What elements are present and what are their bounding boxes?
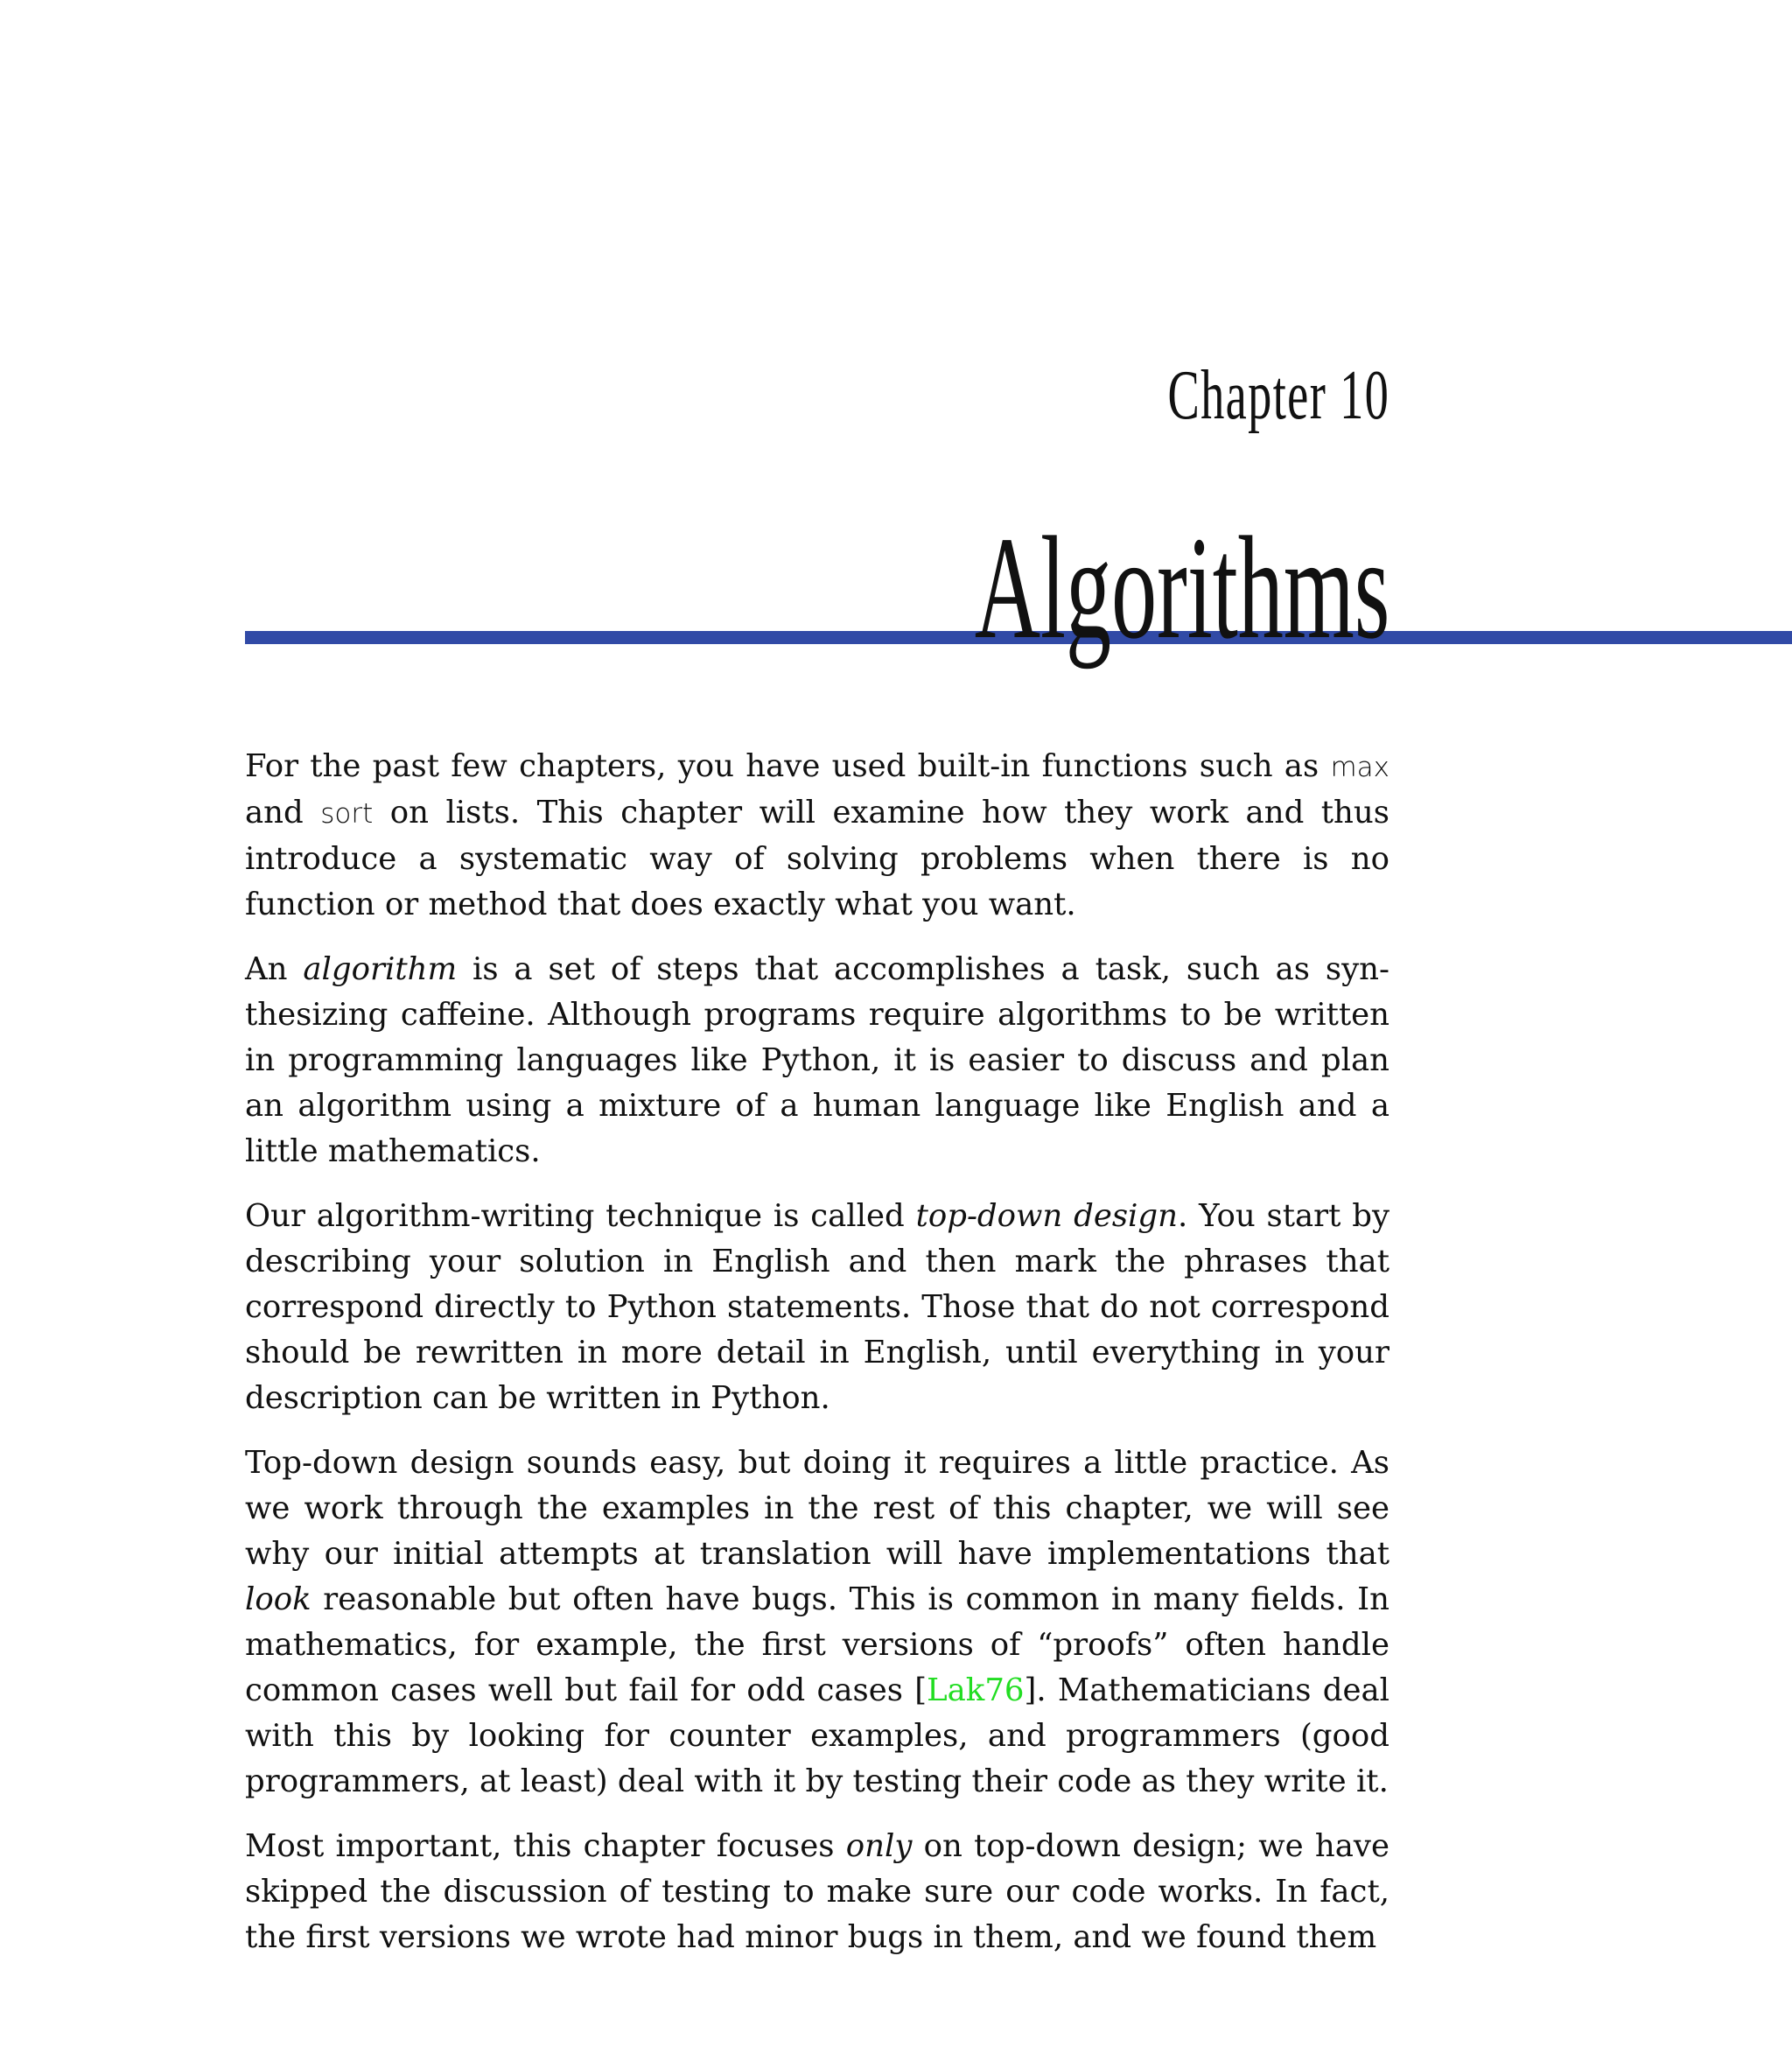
- text-run: is a set of steps that accomplishes a task, such as synthesizing caffeine. Although programs require algorithms to be written in programming languages like Python, it is easier to discuss and plan an algorithm using a mixture of a human language like English and a little mathematics.: [245, 951, 1390, 1169]
- paragraph-2: [245, 947, 1390, 1174]
- chapter-number: Chapter 10: [1167, 357, 1390, 434]
- emphasis-algorithm: algorithm: [303, 951, 458, 987]
- text-run: reasonable but often have bugs. This is common in many fields. In mathematics, for example, the first versions of “proofs” often handle common cases well but fail for odd cases [: [245, 1581, 1390, 1708]
- emphasis-look: look: [245, 1581, 312, 1617]
- text-run: For the past few chapters, you have used built-in functions such as: [245, 748, 1331, 784]
- paragraph-4: [245, 1441, 1390, 1805]
- chapter-title: Algorithms: [974, 507, 1390, 669]
- inline-code-max: max: [1330, 752, 1390, 783]
- text-run: Most important, this chapter focuses: [245, 1828, 846, 1864]
- text-run: Top-down design sounds easy, but doing it requires a little practice. As we work through the examples in the rest of this chapter, we will see why our initial attempts at translation will have implementations that: [245, 1445, 1390, 1572]
- paragraph-3: [245, 1194, 1390, 1421]
- paragraph-5: [245, 1824, 1390, 1960]
- text-run: and: [245, 795, 321, 831]
- text-run: on top-down design; we have skipped the discussion of testing to make sure our code works. In fact, the first versions we wrote had minor bugs in them, and we found them: [245, 1828, 1390, 1955]
- body-text: [245, 744, 1390, 1980]
- text-run: An: [245, 951, 304, 987]
- text-run: ]. Mathematicians deal with this by looking for counter examples, and programmers (good programmers, at least) deal with it by testing their code as they write it.: [245, 1672, 1390, 1799]
- paragraph-1: [245, 744, 1390, 928]
- text-run: Our algorithm-writing technique is called: [245, 1198, 916, 1234]
- text-run: on lists. This chapter will examine how they work and thus introduce a systematic way of solving problems when there is no function or method that does exactly what you want.: [245, 795, 1390, 922]
- emphasis-only: only: [845, 1828, 913, 1864]
- emphasis-top-down-design: top-down design: [915, 1198, 1178, 1234]
- text-run: . You start by describing your solution in English and then mark the phrases that correspond directly to Python statements. Those that do not correspond should be rewritten in more detail in English, until everything in your description can be written in Python.: [245, 1198, 1390, 1416]
- inline-code-sort: sort: [320, 798, 374, 830]
- citation-link-lak76[interactable]: Lak76: [927, 1672, 1025, 1708]
